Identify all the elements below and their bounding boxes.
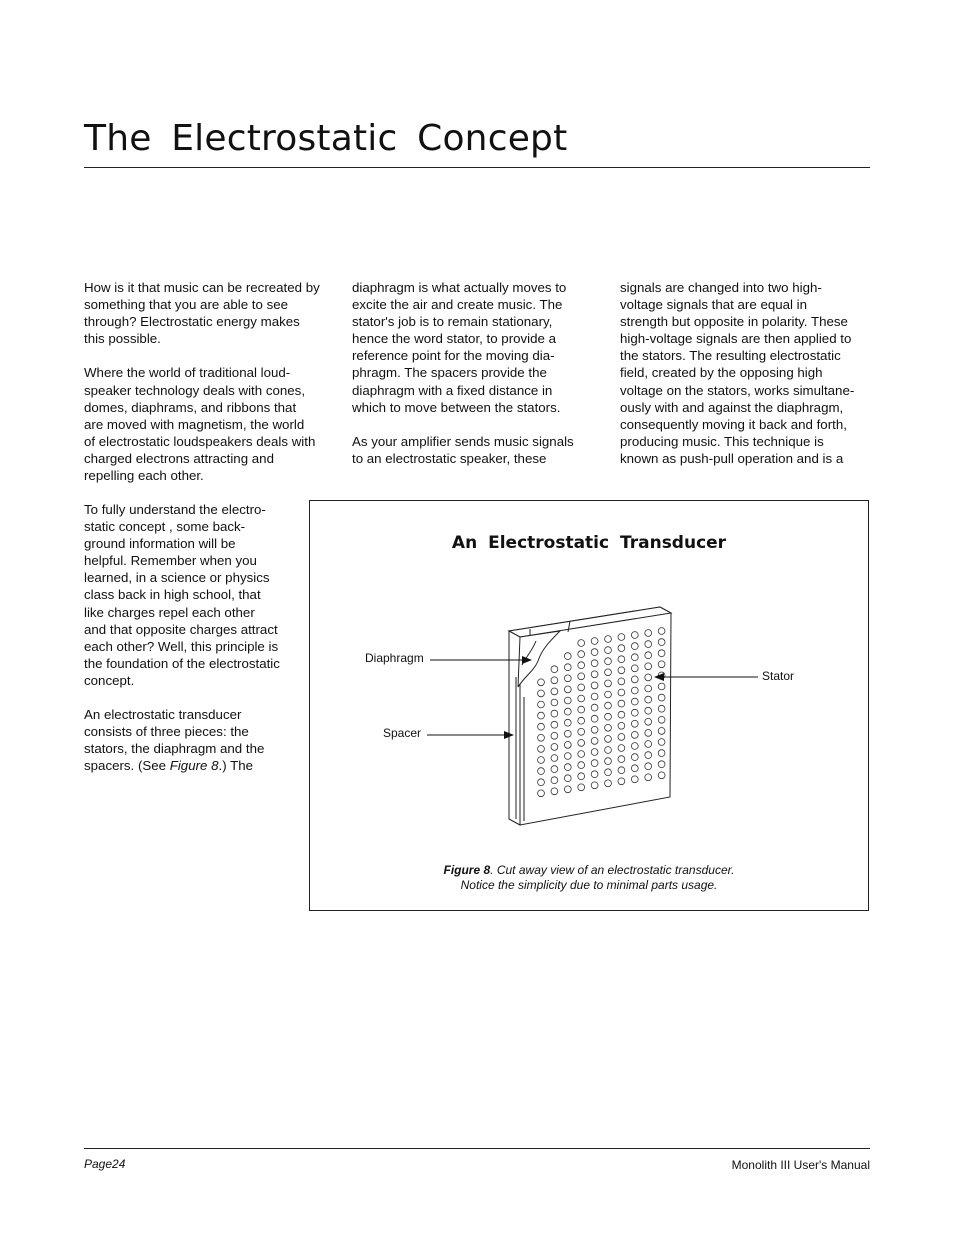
stator-hole [564, 675, 571, 682]
stator-hole [618, 645, 625, 652]
stator-hole [564, 753, 571, 760]
stator-hole [578, 673, 585, 680]
stator-hole [551, 744, 558, 751]
stator-hole [645, 774, 652, 781]
stator-hole [538, 734, 545, 741]
stator-hole [538, 768, 545, 775]
stator-hole [605, 780, 612, 787]
stator-hole [658, 650, 665, 657]
stator-hole [631, 698, 638, 705]
stator-hole [538, 757, 545, 764]
stator-hole [564, 653, 571, 660]
stator-hole [564, 775, 571, 782]
stator-hole [605, 691, 612, 698]
stator-hole [631, 654, 638, 661]
stator-hole [658, 661, 665, 668]
spacer-label: Spacer [383, 726, 422, 740]
stator-hole [631, 732, 638, 739]
stator-hole [645, 663, 652, 670]
caption-figure-ref: Figure 8 [443, 863, 491, 877]
stator-hole [591, 726, 598, 733]
stator-hole [605, 702, 612, 709]
stator-hole [578, 728, 585, 735]
text-line: producing music. This technique is [620, 433, 824, 449]
paragraph [620, 279, 872, 467]
stator-hole [591, 760, 598, 767]
text-line: the foundation of the electrostatic [84, 655, 280, 671]
stator-hole [631, 643, 638, 650]
stator-hole [645, 718, 652, 725]
text-line: voltage signals that are equal in [620, 297, 808, 313]
stator-hole [578, 662, 585, 669]
text-line: ground information will be [84, 536, 236, 552]
stator-hole [618, 711, 625, 718]
stator-hole [591, 671, 598, 678]
stator-hole [551, 699, 558, 706]
stator-hole [605, 736, 612, 743]
stator-hole [605, 680, 612, 687]
stator-hole [551, 766, 558, 773]
text-line: domes, diaphrams, and ribbons that [84, 399, 297, 415]
stator-hole [631, 687, 638, 694]
stator-hole [645, 696, 652, 703]
text-line: of electrostatic loudspeakers deals with [84, 433, 316, 449]
stator-hole [645, 741, 652, 748]
text-line: to an electrostatic speaker, these [352, 450, 547, 466]
stator-hole [564, 708, 571, 715]
stator-hole [551, 688, 558, 695]
manual-name: Monolith III User's Manual [731, 1158, 870, 1172]
text-line: the stators. The resulting electrostatic [620, 348, 841, 364]
stator-hole [658, 628, 665, 635]
text-line: How is it that music can be recreated by [84, 280, 320, 295]
text-line: this possible. [84, 331, 161, 347]
stator-hole [551, 721, 558, 728]
text-line: excite the air and create music. The [352, 297, 563, 313]
stator-hole [551, 777, 558, 784]
stator-hole [618, 767, 625, 774]
stator-hole [645, 730, 652, 737]
text-line: charged electrons attracting and [84, 450, 274, 466]
text-line: Where the world of traditional loud- [84, 365, 291, 381]
stator-hole [645, 630, 652, 637]
paragraph [84, 279, 336, 347]
stator-hole [605, 636, 612, 643]
text-line: known as push-pull operation and is a [620, 450, 844, 466]
stator-hole [645, 641, 652, 648]
text-line: An electrostatic transducer [84, 707, 242, 723]
stator-hole [551, 677, 558, 684]
stator-hole [564, 686, 571, 693]
stator-hole [564, 697, 571, 704]
stator-hole [618, 778, 625, 785]
stator-hole [578, 740, 585, 747]
column-1-bottom [84, 501, 299, 792]
text-line: signals are changed into two high- [620, 280, 822, 295]
stator-hole [578, 640, 585, 647]
transducer-illustration [310, 501, 868, 910]
stator-hole [618, 745, 625, 752]
text-line: are moved with magnetism, the world [84, 416, 305, 432]
paragraph [84, 706, 299, 774]
stator-hole [605, 647, 612, 654]
text-line: something that you are able to see [84, 297, 289, 313]
paragraph [84, 501, 299, 689]
stator-hole [538, 679, 545, 686]
column-3 [620, 279, 872, 484]
column-2 [352, 279, 602, 484]
stator-hole [618, 689, 625, 696]
page-number: Page24 [84, 1157, 126, 1171]
text-line: high-voltage signals are then applied to [620, 331, 852, 347]
stator-hole [658, 716, 665, 723]
stator-hole [551, 788, 558, 795]
stator-hole [605, 713, 612, 720]
figure-title: An Electrostatic Transducer [451, 533, 727, 553]
stator-hole [578, 762, 585, 769]
stator-hole [578, 751, 585, 758]
stator-hole [658, 761, 665, 768]
text-line: diaphragm with a fixed distance in [352, 382, 553, 398]
stator-hole [631, 709, 638, 716]
stator-hole [618, 667, 625, 674]
stator-label: Stator [762, 669, 795, 683]
text-line: diaphragm is what actually moves to [352, 280, 567, 295]
figure-reference: Figure 8 [169, 758, 219, 774]
stator-hole [591, 693, 598, 700]
stator-hole [551, 710, 558, 717]
stator-hole [605, 758, 612, 765]
stator-hole [605, 658, 612, 665]
text-line: and that opposite charges attract [84, 621, 278, 637]
text-line: voltage on the stators, works simultane- [620, 382, 855, 398]
text-line: reference point for the moving dia- [352, 348, 555, 364]
stator-hole [538, 779, 545, 786]
stator-hole [618, 634, 625, 641]
footer-divider [84, 1148, 870, 1149]
text-line: To fully understand the electro- [84, 502, 266, 517]
text-line: hence the word stator, to provide a [352, 331, 557, 347]
text-line: phragm. The spacers provide the [352, 365, 547, 381]
text-line: ously with and against the diaphragm, [620, 399, 844, 415]
text-line: stators, the diaphragm and the [84, 741, 265, 757]
text-line: static concept , some back- [84, 519, 246, 535]
stator-hole [564, 786, 571, 793]
text-line: learned, in a science or physics [84, 570, 270, 586]
stator-hole [631, 665, 638, 672]
figure-caption [310, 863, 868, 893]
text-line: class back in high school, that [84, 587, 261, 603]
text-line: concept. [84, 672, 135, 688]
stator-hole [591, 704, 598, 711]
stator-hole [564, 730, 571, 737]
stator-hole [591, 660, 598, 667]
stator-hole [631, 776, 638, 783]
text-line: through? Electrostatic energy makes [84, 314, 300, 330]
stator-hole [631, 720, 638, 727]
stator-hole [564, 664, 571, 671]
paragraph [352, 279, 602, 416]
stator-hole [538, 701, 545, 708]
paragraph [84, 364, 336, 484]
stator-hole [658, 705, 665, 712]
stator-hole [658, 694, 665, 701]
caption-line-1: . Cut away view of an electrostatic transducer. [490, 863, 735, 877]
stator-hole [631, 676, 638, 683]
stator-hole [658, 639, 665, 646]
stator-hole [564, 764, 571, 771]
stator-hole [578, 784, 585, 791]
stator-hole [578, 706, 585, 713]
figure-8 [309, 500, 869, 911]
text-line: consequently moving it back and forth, [620, 416, 847, 432]
stator-hole [578, 695, 585, 702]
diaphragm-label: Diaphragm [365, 651, 424, 665]
stator-hole [631, 765, 638, 772]
stator-hole [591, 771, 598, 778]
text-line: like charges repel each other [84, 604, 255, 620]
stator-hole [538, 690, 545, 697]
stator-hole [538, 723, 545, 730]
stator-hole [605, 669, 612, 676]
stator-hole [618, 734, 625, 741]
stator-hole [591, 738, 598, 745]
stator-hole [631, 754, 638, 761]
text-line: field, created by the opposing high [620, 365, 823, 381]
stator-hole [591, 638, 598, 645]
stator-hole [645, 685, 652, 692]
stator-hole [578, 651, 585, 658]
paragraph [352, 433, 602, 467]
stator-hole [551, 732, 558, 739]
stator-hole [658, 672, 665, 679]
text-line: consists of three pieces: the [84, 724, 249, 740]
stator-hole [658, 728, 665, 735]
page-title: The Electrostatic Concept [84, 118, 568, 159]
stator-hole [618, 722, 625, 729]
stator-hole [538, 746, 545, 753]
stator-hole [618, 700, 625, 707]
stator-hole [645, 652, 652, 659]
stator-hole [631, 632, 638, 639]
stator-hole [578, 717, 585, 724]
text-line: which to move between the stators. [352, 399, 561, 415]
text-line [84, 757, 299, 774]
caption-line-2: Notice the simplicity due to minimal parts usage. [460, 878, 718, 892]
stator-hole [605, 769, 612, 776]
stator-hole [551, 666, 558, 673]
stator-hole [605, 747, 612, 754]
stator-hole [578, 684, 585, 691]
text-line: helpful. Remember when you [84, 553, 257, 569]
stator-hole [538, 790, 545, 797]
stator-hole [645, 707, 652, 714]
stator-hole [551, 755, 558, 762]
stator-hole [591, 715, 598, 722]
stator-hole [538, 712, 545, 719]
stator-hole [618, 678, 625, 685]
stator-hole [658, 750, 665, 757]
stator-hole [564, 719, 571, 726]
stator-hole [658, 683, 665, 690]
text-line: repelling each other. [84, 468, 204, 484]
stator-hole [618, 656, 625, 663]
text-fragment: spacers. (See [84, 758, 170, 774]
stator-hole [631, 743, 638, 750]
text-line: strength but opposite in polarity. These [620, 314, 848, 330]
stator-hole [658, 739, 665, 746]
text-line: each other? Well, this principle is [84, 638, 279, 654]
stator-hole [591, 749, 598, 756]
title-divider [84, 167, 870, 168]
stator-hole [591, 682, 598, 689]
text-line: stator's job is to remain stationary, [352, 314, 553, 330]
stator-hole [658, 772, 665, 779]
stator-hole [618, 756, 625, 763]
stator-hole [645, 763, 652, 770]
stator-hole [591, 649, 598, 656]
text-fragment: .) The [218, 758, 254, 774]
stator-hole [645, 674, 652, 681]
stator-hole [578, 773, 585, 780]
stator-hole [605, 724, 612, 731]
stator-hole [591, 782, 598, 789]
text-line: speaker technology deals with cones, [84, 382, 306, 398]
column-1-top [84, 279, 336, 501]
text-line: As your amplifier sends music signals [352, 433, 574, 449]
stator-hole [645, 752, 652, 759]
stator-hole [564, 742, 571, 749]
